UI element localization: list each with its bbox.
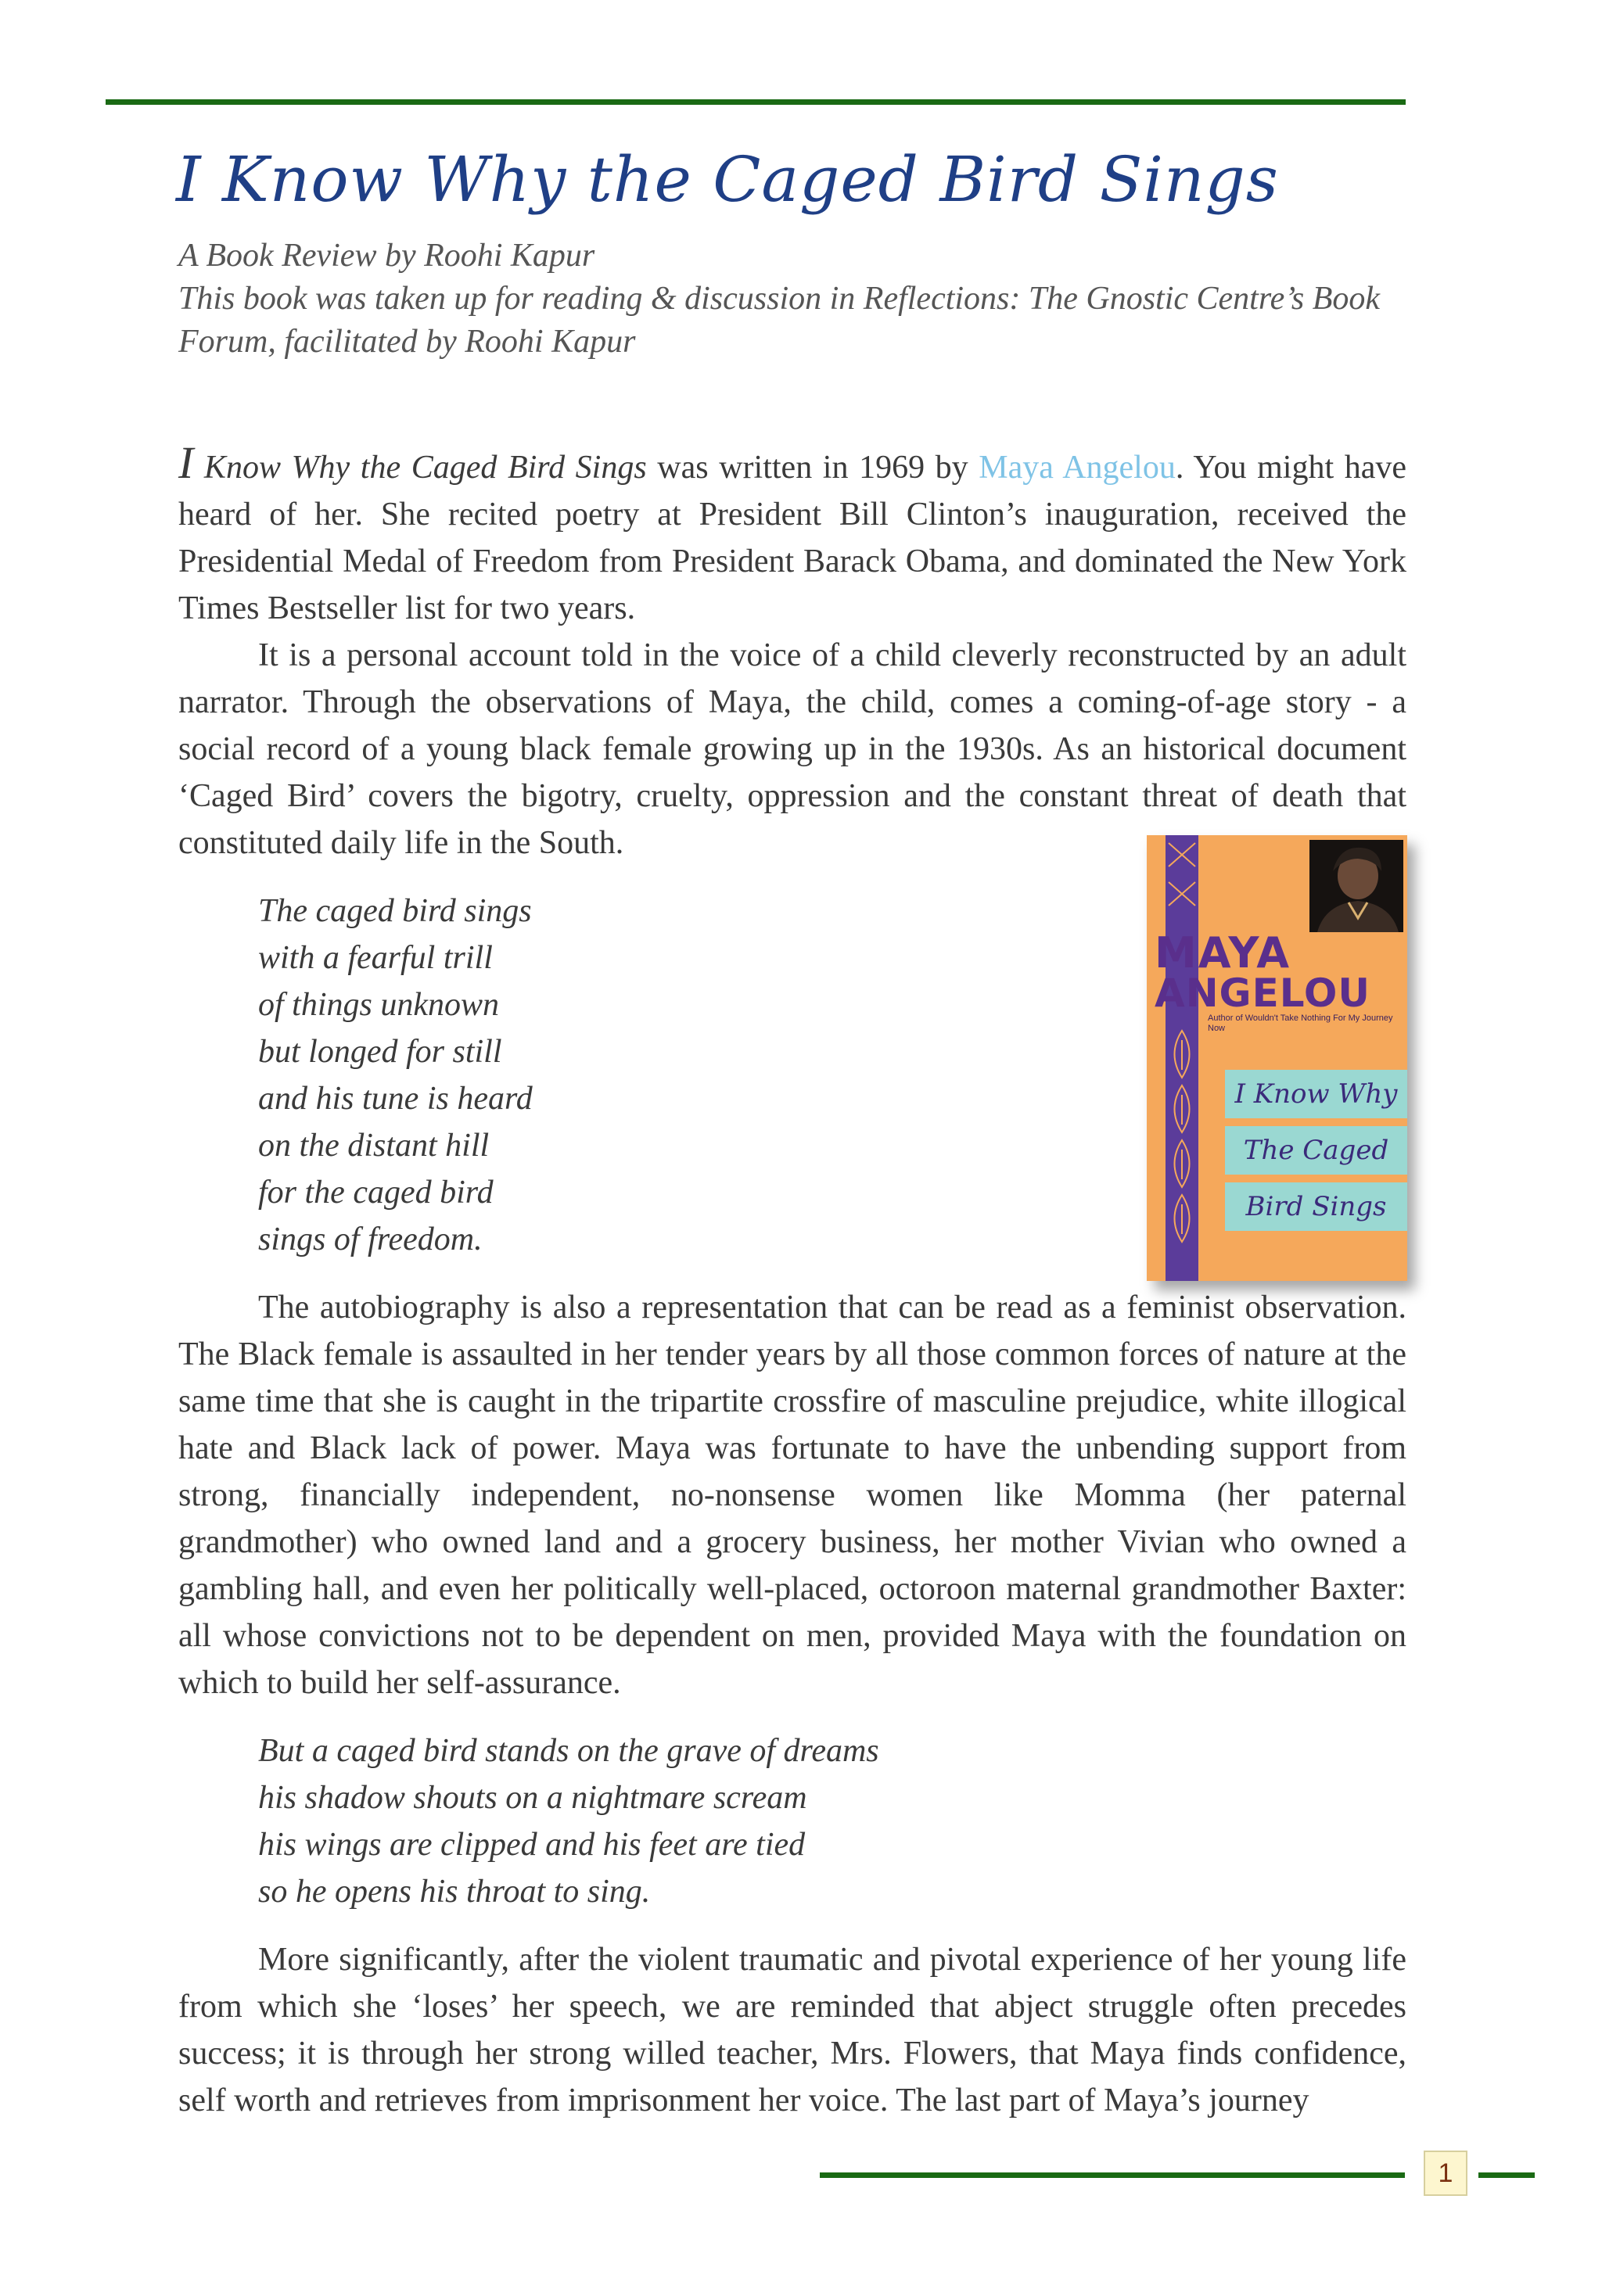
poem-excerpt-1 <box>178 888 962 1263</box>
paragraph-4: More significantly, after the violent traumatic and pivotal experience of her young life from which she ‘loses’ her speech, we are reminded that abject struggle often precedes success; it is through her strong willed teacher, Mrs. Flowers, that Maya finds confidence, self worth and retrieves from imprisonment her voice. The last part of Maya’s journey <box>178 1942 1406 2118</box>
page-title: I Know Why the Caged Bird Sings <box>176 143 1279 216</box>
book-title-inline: Know Why the Caged Bird Sings <box>193 450 647 486</box>
subtitle-block <box>178 235 1414 364</box>
author-portrait <box>1309 840 1403 932</box>
poem-line: so he opens his throat to sing. <box>258 1874 651 1910</box>
paragraph-1 <box>178 437 1407 632</box>
poem-line: his wings are clipped and his feet are tied <box>258 1827 806 1863</box>
cover-leaf-pattern <box>1166 835 1198 1281</box>
cover-author-last-name: ANGELOU <box>1155 970 1370 1016</box>
cover-title-line-1: I Know Why <box>1225 1070 1407 1118</box>
paragraph-1-text-a: was written in 1969 by <box>646 450 979 486</box>
poem-excerpt-2 <box>178 1727 1406 1915</box>
article-body <box>178 437 1407 2124</box>
leaf-pattern-icon <box>1166 835 1198 1281</box>
dropcap-letter: I <box>178 437 194 488</box>
cover-title-line-2: The Caged <box>1225 1126 1407 1175</box>
poem-line: on the distant hill <box>258 1128 490 1164</box>
poem-line: of things unknown <box>258 987 500 1023</box>
cover-author-of-text: Author of Wouldn't Take Nothing For My Journey Now <box>1208 1013 1393 1033</box>
poem-line: sings of freedom. <box>258 1222 483 1257</box>
cover-title-line-3: Bird Sings <box>1225 1182 1407 1231</box>
book-cover-image <box>1147 835 1407 1281</box>
poem-line: But a caged bird stands on the grave of dreams <box>258 1733 879 1769</box>
cover-author-first-name: MAYA <box>1155 928 1291 978</box>
author-link[interactable]: Maya Angelou <box>979 450 1176 486</box>
poem-line: The caged bird sings <box>258 893 532 929</box>
paragraph-1-text-b: . You might have heard of her. She recited poetry at President Bill Clinton’s inauguration, received the Presidential Medal of Freedom from President Barack Obama, and dominated the New York Times Bestseller list for two years. <box>178 450 1407 626</box>
bottom-rule-right <box>1478 2172 1535 2178</box>
paragraph-3: The autobiography is also a representation that can be read as a feminist observation. The Black female is assaulted in her tender years by all those common forces of nature at the same time that she is caught in the tripartite crossfire of masculine prejudice, white illogical hate and Black lack of power. Maya was fortunate to have the unbending support from strong, financially independent, no-nonsense women like Momma (her paternal grandmother) who owned land and a grocery business, her mother Vivian who owned a gambling hall, and even her politically well-placed, octoroon maternal grandmother Baxter: all whose convictions not to be dependent on men, provided Maya with the foundation on which to build her self-assurance. <box>178 1290 1406 1701</box>
bottom-rule-left <box>820 2172 1405 2178</box>
portrait-icon <box>1309 840 1403 932</box>
paragraph-2: It is a personal account told in the voice of a child cleverly reconstructed by an adult narrator. Through the observations of Maya, the child, comes a coming-of-age story - a social record of a young black female growing up in the 1930s. As an historical document ‘Caged Bird’ covers the bigotry, cruelty, oppression and the constant threat of death that constituted daily life in the South. <box>178 637 1406 861</box>
poem-line: his shadow shouts on a nightmare scream <box>258 1780 807 1816</box>
subtitle-context-line-2: Forum, facilitated by Roohi Kapur <box>178 324 636 360</box>
poem-line: for the caged bird <box>258 1175 494 1211</box>
page-number-badge: 1 <box>1424 2151 1467 2196</box>
poem-line: and his tune is heard <box>258 1081 533 1117</box>
subtitle-byline: A Book Review by Roohi Kapur <box>178 238 595 274</box>
poem-line: with a fearful trill <box>258 940 493 976</box>
subtitle-context-line-1: This book was taken up for reading & discussion in Reflections: The Gnostic Centre’s Book <box>178 281 1380 317</box>
poem-line: but longed for still <box>258 1034 502 1070</box>
top-rule <box>106 99 1406 105</box>
